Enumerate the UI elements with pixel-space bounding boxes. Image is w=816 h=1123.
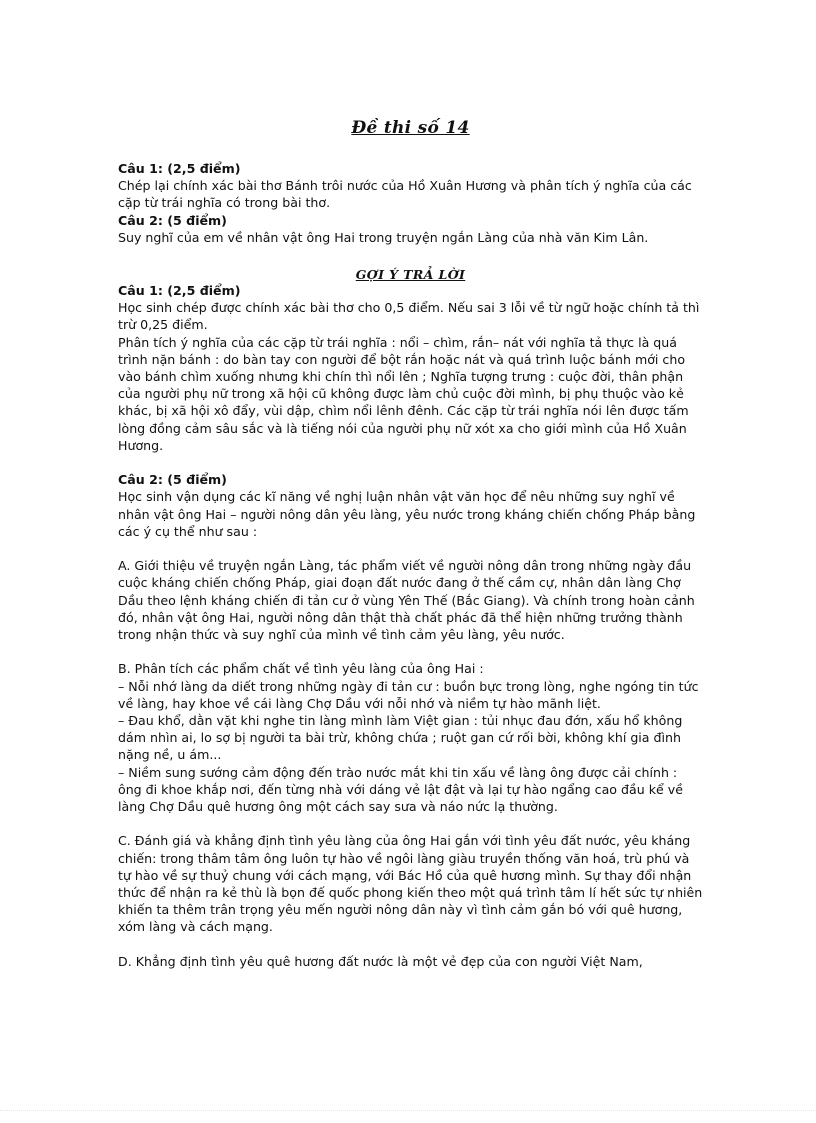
question-1-text: Chép lại chính xác bài thơ Bánh trôi nước của Hồ Xuân Hương và phân tích ý nghĩa của các cặp từ trái nghĩa có trong bài thơ. — [118, 178, 692, 211]
answer-2-part-b-item-1: – Nỗi nhớ làng da diết trong những ngày đi tản cư : buồn bực trong lòng, nghe ngóng tin tức về làng, hay khoe về cái làng Chợ Dầu với nỗi nhớ và niềm tự hào mãnh liệt. — [118, 678, 699, 711]
answer-heading: GỢI Ý TRẢ LỜI — [355, 267, 466, 282]
question-1-heading: Câu 1: (2,5 điểm) — [118, 161, 241, 176]
exam-questions — [118, 160, 703, 246]
answer-2-heading: Câu 2: (5 điểm) — [118, 472, 227, 488]
answer-2-part-b-item-3: – Niềm sung sướng cảm động đến trào nước mắt khi tin xấu về làng ông được cải chính : ông đi khoe khắp nơi, đến từng nhà với dáng vẻ lật đật và lại tự hào ngẩng cao đầu kể về làng Chợ Dầu quê hương ông một cách say sưa và náo nức lạ thường. — [118, 764, 683, 815]
answer-1-paragraph-1: Học sinh chép được chính xác bài thơ cho 0,5 điểm. Nếu sai 3 lỗi về từ ngữ hoặc chính tả thì trừ 0,25 điểm. — [118, 300, 700, 333]
answer-2-part-b-item-2: – Đau khổ, dằn vặt khi nghe tin làng mình làm Việt gian : tủi nhục đau đớn, xấu hổ không dám nhìn ai, lo sợ bị người ta bài trừ, không chứa ; ruột gan cứ rối bời, không khí gia đình nặng nề, u ám... — [118, 713, 683, 763]
answer-1-heading: Câu 1: (2,5 điểm) — [118, 283, 241, 298]
answer-section — [118, 282, 703, 970]
question-2-text: Suy nghĩ của em về nhân vật ông Hai trong truyện ngắn Làng của nhà văn Kim Lân. — [118, 229, 649, 245]
answer-2-part-d: D. Khẳng định tình yêu quê hương đất nước là một vẻ đẹp của con người Việt Nam, — [118, 953, 643, 969]
answer-2-intro: Học sinh vận dụng các kĩ năng về nghị luận nhân vật văn học để nêu những suy nghĩ về nhân vật ông Hai – người nông dân yêu làng, yêu nước trong kháng chiến chống Pháp bằng các ý cụ thể như sau : — [118, 489, 696, 539]
question-2-heading: Câu 2: (5 điểm) — [118, 212, 227, 228]
answer-1-paragraph-2: Phân tích ý nghĩa của các cặp từ trái nghĩa : nổi – chìm, rắn– nát với nghĩa tả thực là quá trình nặn bánh : do bàn tay con người để bột rắn hoặc nát và quá trình luộc bánh mới cho vào bánh chìm xuống nhưng khi chín thì nổi lên ; Nghĩa tượng trưng : cuộc đời, thân phận của người phụ nữ trong xã hội cũ không được làm chủ cuộc đời mình, bị phụ thuộc vào kẻ khác, bị xã hội xô đẩy, vùi dập, chìm nổi lênh đênh. Các cặp từ trái nghĩa nói lên được tấm lòng đồng cảm sâu sắc và là tiếng nói của người phụ nữ xót xa cho giới mình của Hồ Xuân Hương. — [118, 334, 689, 453]
answer-2-part-c: C. Đánh giá và khẳng định tình yêu làng của ông Hai gắn với tình yêu đất nước, yêu kháng chiến: trong thâm tâm ông luôn tự hào về ngôi làng giàu truyền thống văn hoá, trù phú và tự hào về sự thuỷ chung với cách mạng, với Bác Hồ của quê hương mình. Sự thay đổi nhận thức để nhận ra kẻ thù là bọn đế quốc phong kiến theo một quá trình tâm lí hết sức tự nhiên khiến ta thêm trân trọng yêu mến người nông dân này vì tình cảm gắn bó với quê hương, xóm làng và cách mạng. — [118, 833, 703, 935]
answer-2-part-a: A. Giới thiệu về truyện ngắn Làng, tác phẩm viết về người nông dân trong những ngày đầu cuộc kháng chiến chống Pháp, giai đoạn đất nước đang ở thế cầm cự, nhân dân làng Chợ Dầu theo lệnh kháng chiến đi tản cư ở vùng Yên Thế (Bắc Giang). Và chính trong hoàn cảnh đó, nhân vật ông Hai, người nông dân thật thà chất phác đã thể hiện những trưởng thành trong nhận thức và suy nghĩ của mình về tình cảm yêu làng, yêu nước. — [118, 558, 695, 643]
answer-2-part-b-heading: B. Phân tích các phẩm chất về tình yêu làng của ông Hai : — [118, 661, 484, 677]
exam-title: Đề thi số 14 — [351, 118, 470, 138]
page-bottom-divider — [0, 1110, 816, 1112]
